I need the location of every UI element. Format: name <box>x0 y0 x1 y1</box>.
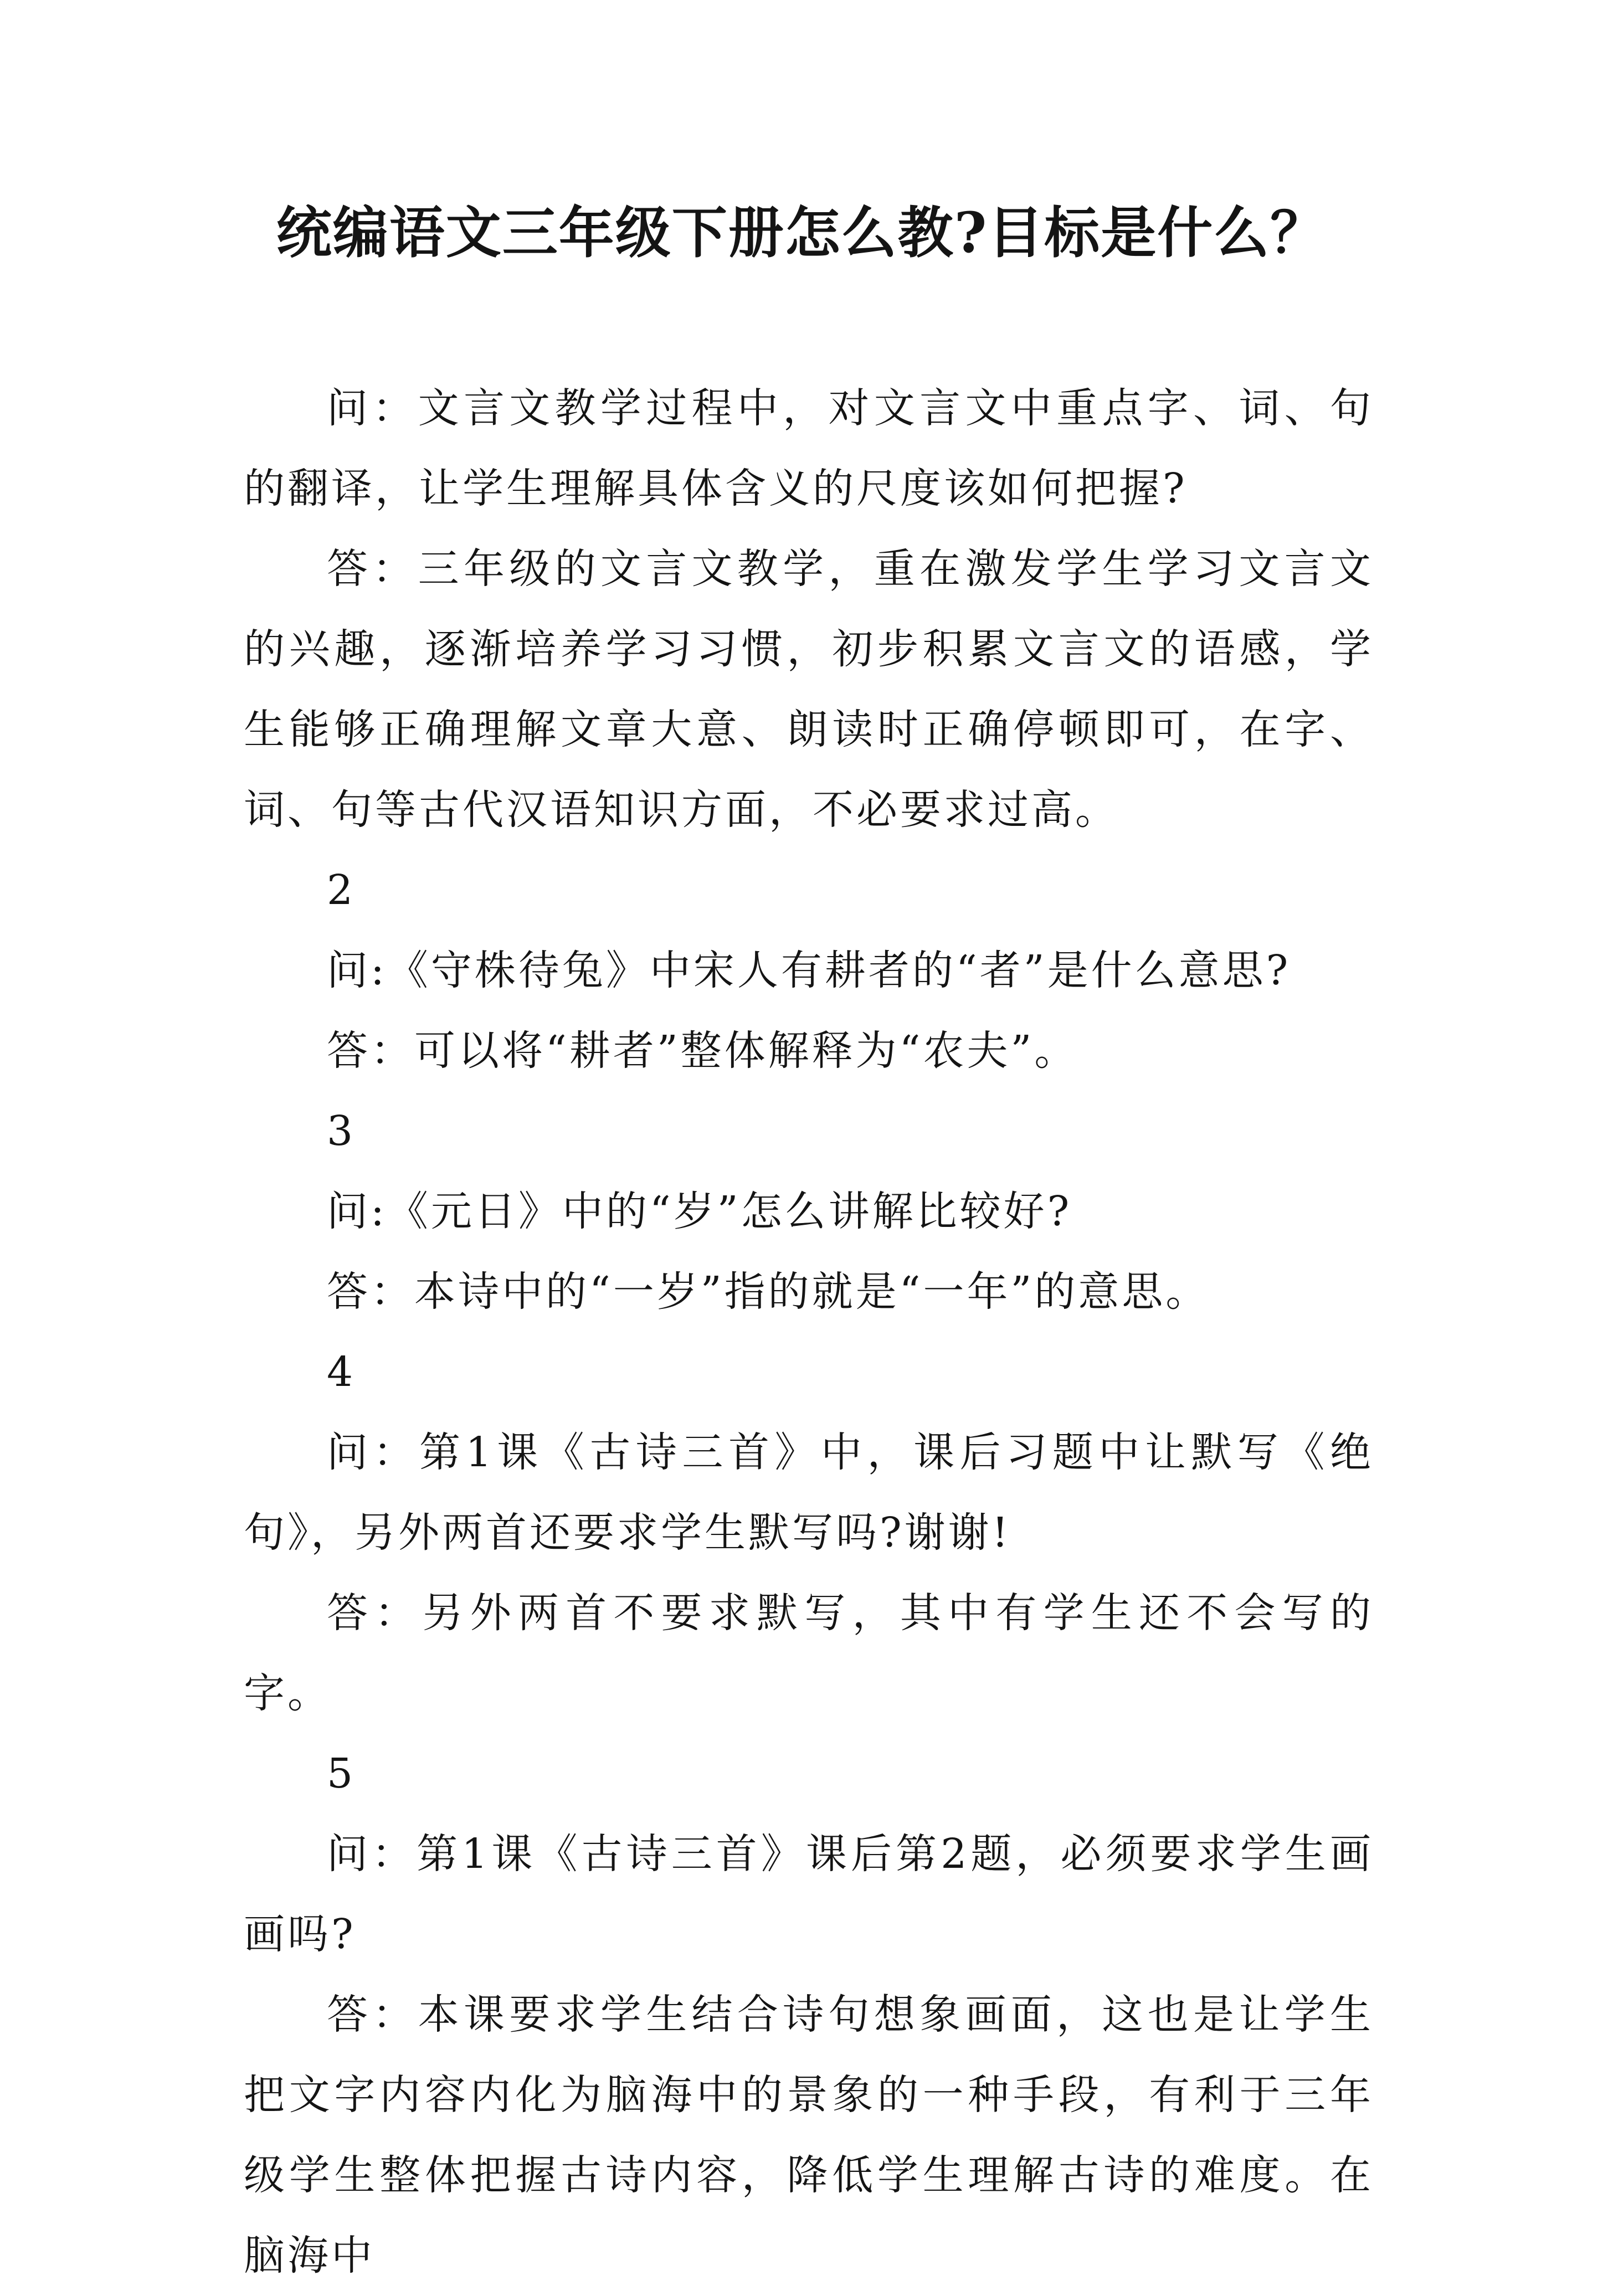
paragraph-q3: 问:《元日》中的“岁”怎么讲解比较好? <box>327 1188 1072 1235</box>
paragraph-q4: 问：第1课《古诗三首》中，课后习题中让默写《绝句》，另外两首还要求学生默写吗?谢谢! <box>244 1429 1374 1557</box>
paragraph-a4: 答：另外两首不要求默写，其中有学生还不会写的字。 <box>244 1589 1374 1717</box>
paragraph-q5: 问：第1课《古诗三首》课后第2题，必须要求学生画画吗? <box>244 1830 1374 1958</box>
paragraph-a1: 答：三年级的文言文教学，重在激发学生学习文言文的兴趣，逐渐培养学习习惯，初步积累文言文的语感，学生能够正确理解文章大意、朗读时正确停顿即可，在字、词、句等古代汉语知识方面，不必要求过高。 <box>244 545 1374 834</box>
paragraph-a5: 答：本课要求学生结合诗句想象画面，这也是让学生把文字内容内化为脑海中的景象的一种手段，有利于三年级学生整体把握古诗内容，降低学生理解古诗的难度。在脑海中 <box>244 1991 1374 2279</box>
document-body <box>244 368 1374 2296</box>
section-number-3: 3 <box>327 1107 356 1155</box>
section-number-2: 2 <box>327 866 356 914</box>
paragraph-q2: 问:《守株待兔》中宋人有耕者的“者”是什么意思? <box>327 947 1291 994</box>
paragraph-a2: 答：可以将“耕者”整体解释为“农夫”。 <box>327 1027 1078 1075</box>
section-number-5: 5 <box>327 1750 356 1797</box>
section-number-4: 4 <box>327 1348 356 1396</box>
paragraph-a3: 答：本诗中的“一岁”指的就是“一年”的意思。 <box>327 1268 1210 1316</box>
paragraph-q1: 问：文言文教学过程中，对文言文中重点字、词、句的翻译，让学生理解具体含义的尺度该如何把握? <box>244 384 1374 512</box>
page-title: 统编语文三年级下册怎么教?目标是什么？ <box>276 200 1327 265</box>
